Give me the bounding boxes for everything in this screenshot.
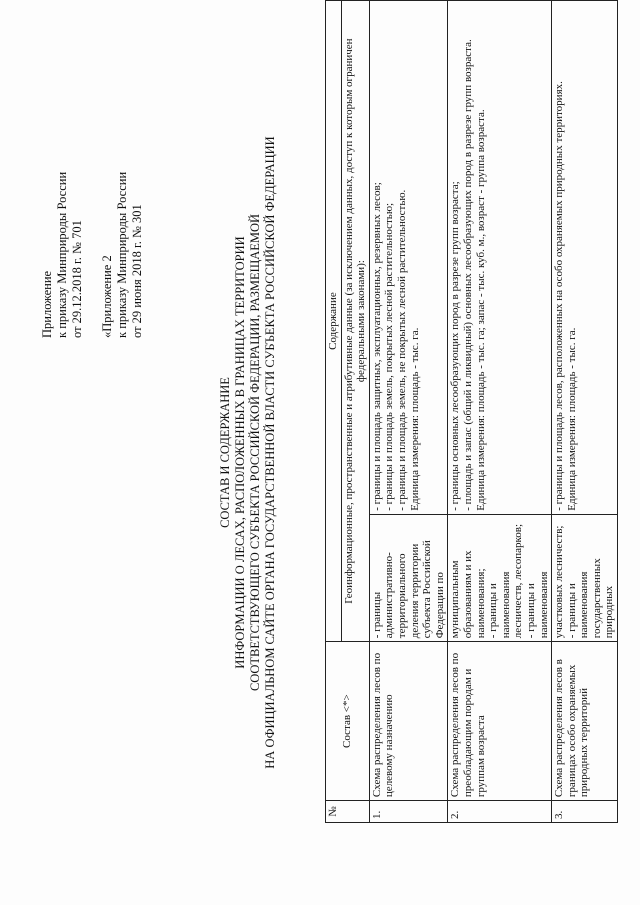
row-attrs: - границы и площадь лесов, расположенных на особо охраняемых природных территориях. Единица измерения: площадь - тыс. га.: [552, 1, 618, 515]
row-num: 2.: [448, 801, 552, 823]
table-row: [448, 1, 552, 823]
appendix-line: Приложение: [40, 270, 54, 338]
title-line: СООТВЕТСТВУЮЩЕГО СУБЪЕКТА РОССИЙСКОЙ ФЕДЕРАЦИИ, РАЗМЕЩАЕМОЙ: [248, 213, 262, 692]
header-composition: Состав <*>: [326, 642, 370, 801]
row-composition: Схема распределения лесов в границах особо охраняемых природных территорий: [552, 642, 618, 801]
table-row: [552, 1, 618, 823]
row-composition: Схема распределения лесов по целевому назначению: [369, 642, 448, 801]
document-title: [218, 0, 278, 905]
table-header-row: [326, 1, 342, 823]
header-content: Содержание: [326, 1, 342, 642]
content-table: [325, 0, 618, 823]
subheader-geo: Геоинформационные, пространственные и атрибутивные данные (за исключением данных, доступ к которым ограничен федеральными законами):: [341, 1, 369, 642]
row-composition: Схема распределения лесов по преобладающим породам и группам возраста: [448, 642, 552, 801]
row-geo: - границы административно-территориального деления территории субъекта Российской Федерации по: [369, 514, 448, 641]
appendix-line: от 29 июня 2018 г. № 301: [130, 204, 144, 338]
appendix-line: к приказу Минприроды России: [55, 171, 69, 338]
appendix-block-1: [40, 172, 85, 338]
row-geo: муниципальным образованиям и их наименования; - границы и наименования лесничеств, лесопарков; - границы и наименования: [448, 514, 552, 641]
appendix-block-2: [100, 172, 145, 338]
row-num: 3.: [552, 801, 618, 823]
appendix-line: «Приложение 2: [100, 255, 114, 338]
appendix-line: от 29.12.2018 г. № 701: [70, 220, 84, 338]
row-geo: участковых лесничеств; - границы и наименования государственных природных: [552, 514, 618, 641]
title-line: НА ОФИЦИАЛЬНОМ САЙТЕ ОРГАНА ГОСУДАРСТВЕННОЙ ВЛАСТИ СУБЪЕКТА РОССИЙСКОЙ ФЕДЕРАЦИИ: [263, 136, 277, 769]
row-num: 1.: [369, 801, 448, 823]
row-attrs: - границы основных лесообразующих пород в разрезе групп возраста; - площадь и запас (общий и ликвидный) основных лесообразующих пород в разрезе групп возраста. Единица измерения: площадь - тыс. га; запас - тыс. куб. м., возраст - группа возраста.: [448, 1, 552, 515]
title-line: СОСТАВ И СОДЕРЖАНИЕ: [218, 377, 232, 528]
title-line: ИНФОРМАЦИИ О ЛЕСАХ, РАСПОЛОЖЕННЫХ В ГРАНИЦАХ ТЕРРИТОРИИ: [233, 236, 247, 669]
appendix-line: к приказу Минприроды России: [115, 171, 129, 338]
header-num: №: [326, 801, 370, 823]
row-attrs: - границы и площадь защитных, эксплуатационных, резервных лесов; - границы и площадь земель, покрытых лесной растительностью; - границы и площадь земель, не покрытых лесной растительностью. Единица измерения: площадь - тыс. га.: [369, 1, 448, 515]
table-row: [369, 1, 448, 823]
